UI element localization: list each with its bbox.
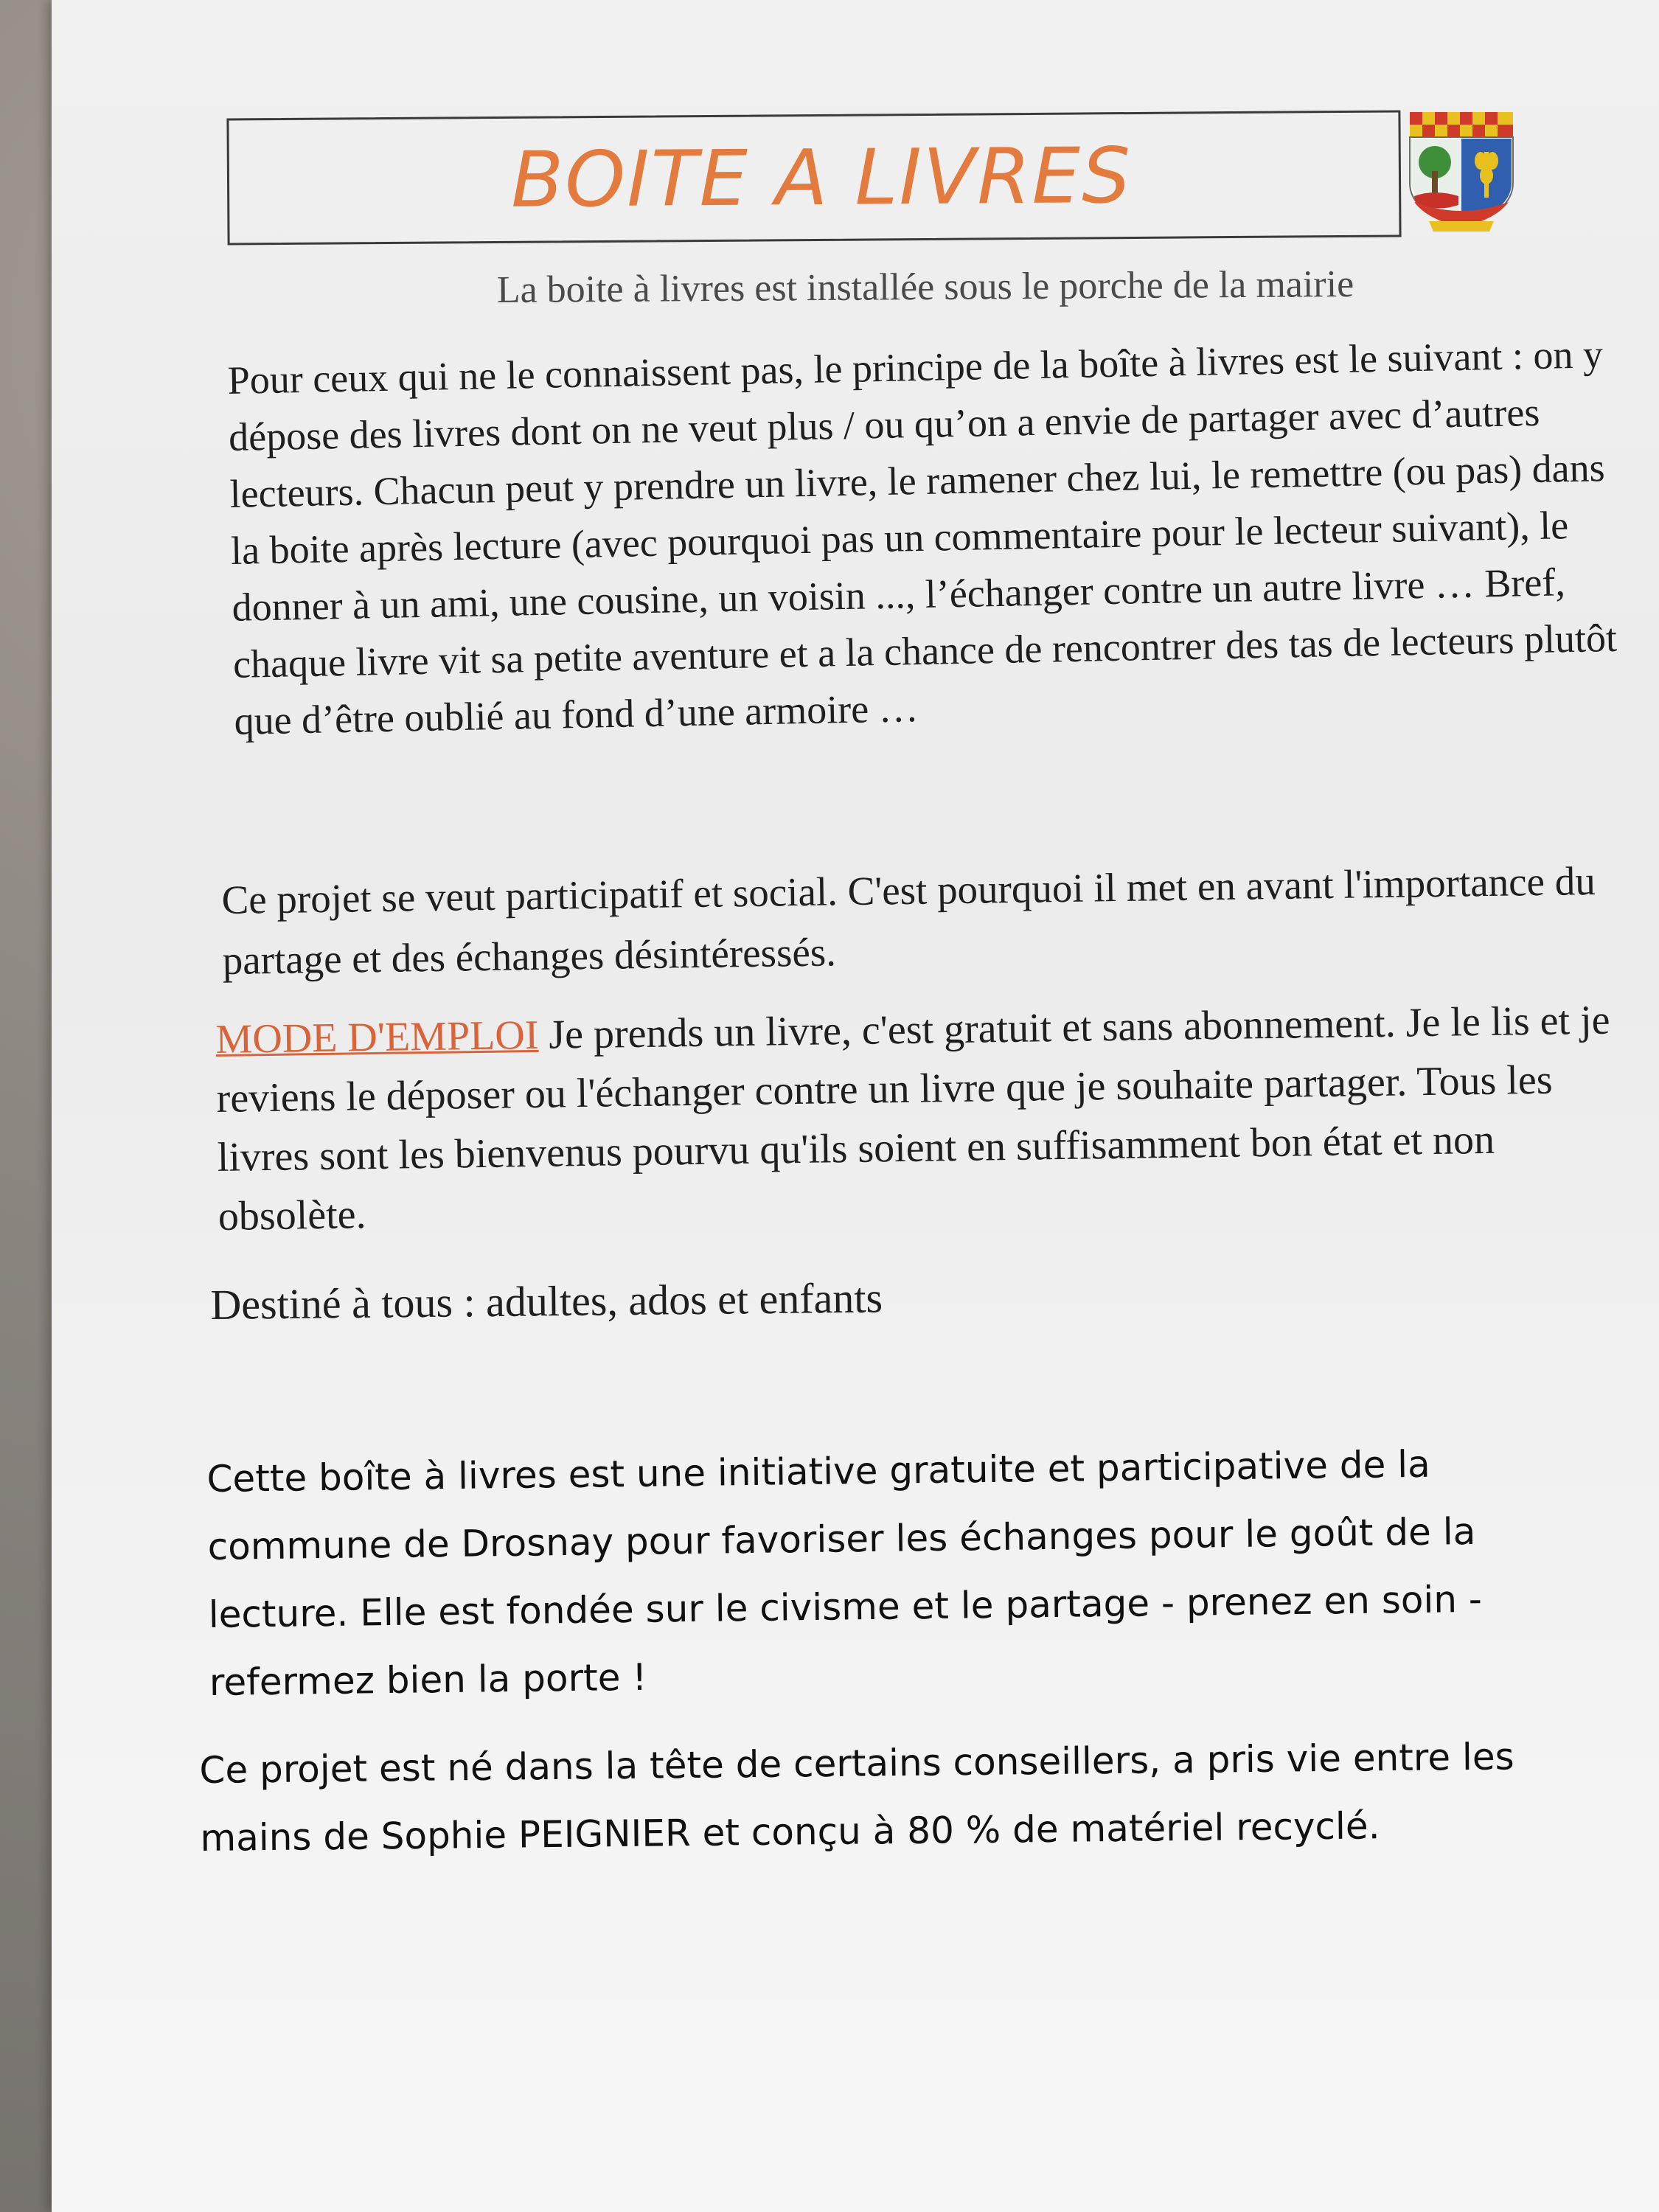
mode-emploi-paragraph <box>215 990 1619 1245</box>
initiative-text: Cette boîte à livres est une initiative gratuite et participative de la commune de Drosnay pour favoriser les échanges pour le goût de la lecture. Elle est fondée sur le civisme et le partage - prenez en soin - refermez bien la porte ! <box>206 1442 1483 1704</box>
audience-paragraph <box>210 1261 1612 1335</box>
audience-text: Destiné à tous : adultes, ados et enfants <box>210 1273 883 1329</box>
intro-paragraph <box>227 326 1628 750</box>
coat-of-arms-icon <box>1407 109 1516 234</box>
paper-sheet <box>52 0 1659 2212</box>
credits-paragraph <box>199 1722 1624 1872</box>
intro-text: Pour ceux qui ne le connaissent pas, le principe de la boîte à livres est le suivant : on y dépose des livres dont on ne veut plus / ou qu’on a envie de partager avec d’autres lecteurs. Chacun peut y prendre un livre, le ramener chez lui, le remettre (ou pas) dans la boite après lecture (avec pourquoi pas un commentaire pour le lecteur suivant), le donner à un ami, une cousine, un voisin ..., l’échanger contre un autre livre … Bref, chaque livre vit sa petite aventure et a la chance de rencontrer des tas de lecteurs plutôt que d’être oublié au fond d’une armoire … <box>227 332 1618 743</box>
initiative-paragraph <box>206 1428 1625 1717</box>
subtitle: La boite à livres est installée sous le porche de la mairie <box>496 262 1354 312</box>
mode-emploi-link[interactable]: MODE D'EMPLOI <box>215 1012 539 1062</box>
mode-emploi-text: Je prends un livre, c'est gratuit et sans abonnement. Je le lis et je reviens le déposer ou l'échanger contre un livre que je souhaite partager. Tous les livres sont les bienvenus pourvu qu'ils soient en suffisamment bon état et non obsolète. <box>216 997 1610 1239</box>
credits-text: Ce projet est né dans la tête de certains conseillers, a pris vie entre les mains de Sophie PEIGNIER et conçu à 80 % de matériel recyclé. <box>199 1735 1514 1860</box>
project-text: Ce projet se veut participatif et social. C'est pourquoi il met en avant l'importance du partage et des échanges désintéressés. <box>221 858 1596 983</box>
page-title: BOITE A LIVRES <box>510 130 1133 225</box>
title-box <box>226 110 1401 245</box>
project-paragraph <box>221 850 1624 991</box>
